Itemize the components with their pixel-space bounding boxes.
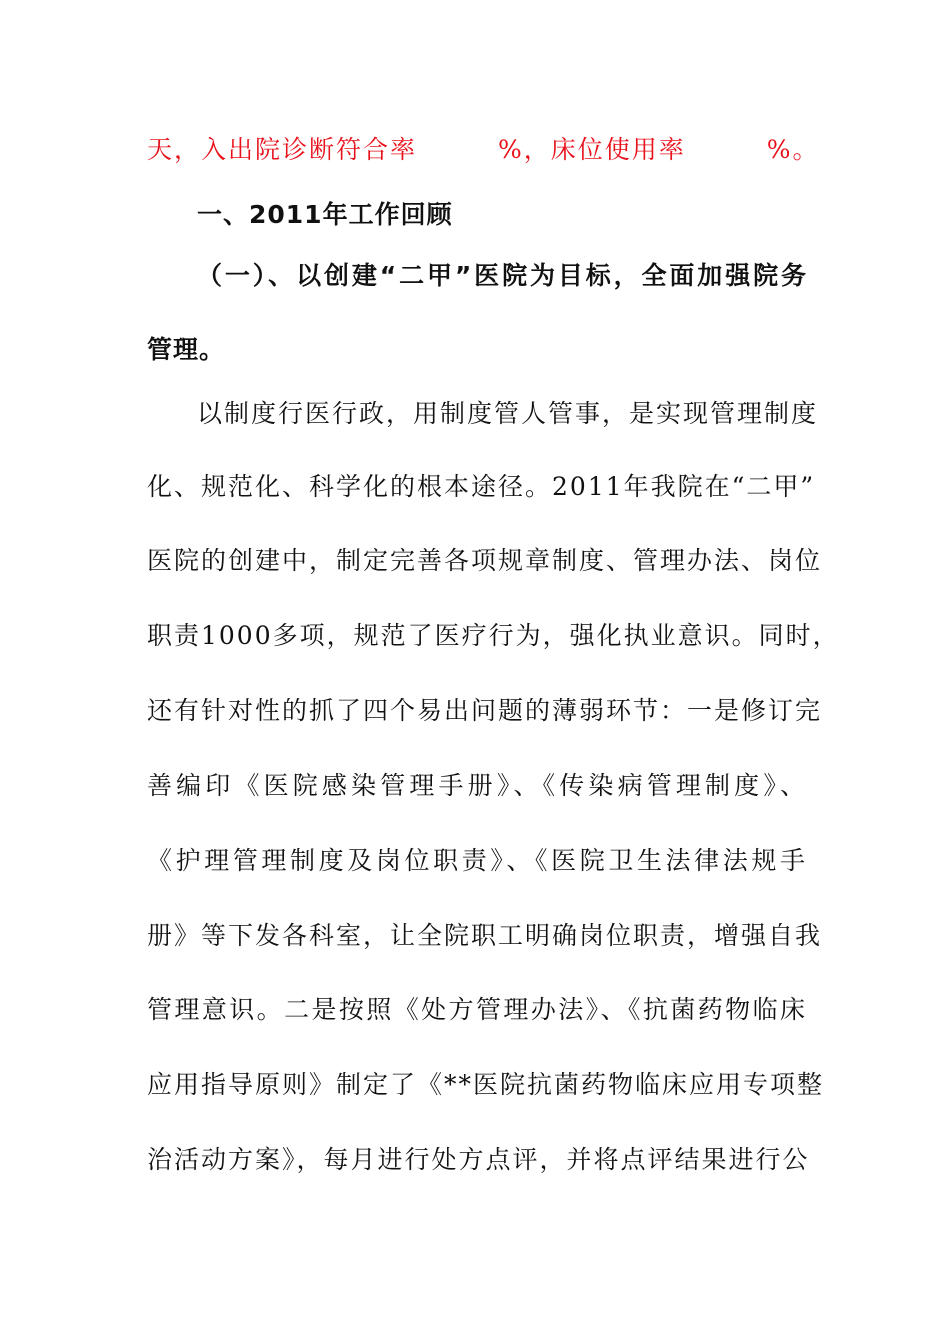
paragraph-line: 应用指导原则》制定了《**医院抗菌药物临床应用专项整 <box>147 1070 825 1099</box>
section-heading: 一、2011年工作回顾 <box>197 200 453 229</box>
paragraph-line: 管理意识。二是按照《处方管理办法》、《抗菌药物临床 <box>147 995 807 1024</box>
paragraph-line: 治活动方案》，每月进行处方点评，并将点评结果进行公 <box>147 1145 810 1174</box>
paragraph-line: 还有针对性的抓了四个易出问题的薄弱环节：一是修订完 <box>147 696 823 725</box>
paragraph-line: 职责1000多项，规范了医疗行为，强化执业意识。同时， <box>147 621 840 650</box>
paragraph-line: 《护理管理制度及岗位职责》、《医院卫生法律法规手 <box>147 846 807 875</box>
paragraph-line: 医院的创建中，制定完善各项规章制度、管理办法、岗位 <box>147 546 823 575</box>
paragraph-line: 善编印《医院感染管理手册》、《传染病管理制度》、 <box>147 771 807 800</box>
subsection-heading: （一）、以创建“二甲”医院为目标，全面加强院务 <box>197 261 807 290</box>
red-statistics-line: 天，入出院诊断符合率 %，床位使用率 %。 <box>147 135 820 164</box>
subsection-heading-continued: 管理。 <box>147 335 226 364</box>
paragraph-line: 以制度行医行政，用制度管人管事，是实现管理制度 <box>197 399 819 428</box>
paragraph-line: 化、规范化、科学化的根本途径。2011年我院在“二甲” <box>147 472 816 501</box>
paragraph-line: 册》等下发各科室，让全院职工明确岗位职责，增强自我 <box>147 921 823 950</box>
